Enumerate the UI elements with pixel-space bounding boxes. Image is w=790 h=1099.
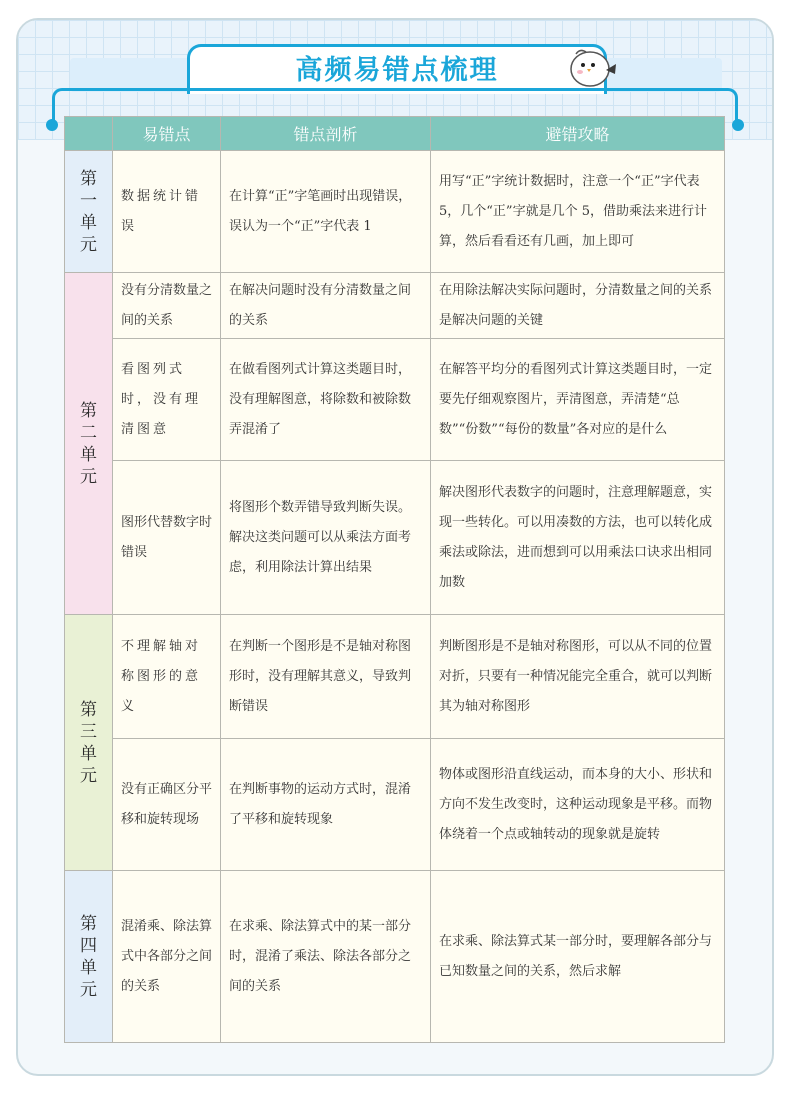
strategy-cell: 解决图形代表数字的问题时，注意理解题意，实现一些转化。可以用凑数的方法，也可以转化成乘法或除法，进而想到可以用乘法口诀求出相同加数 bbox=[431, 461, 725, 615]
table-row bbox=[65, 339, 725, 461]
error-cell: 不理解轴对称图形的意义 bbox=[113, 615, 221, 739]
bracket-dot-right bbox=[732, 119, 744, 131]
title-box bbox=[187, 44, 607, 94]
error-cell: 数据统计错误 bbox=[113, 151, 221, 273]
table-row bbox=[65, 871, 725, 1043]
analysis-cell: 在判断一个图形是不是轴对称图形时，没有理解其意义，导致判断错误 bbox=[221, 615, 431, 739]
table-row bbox=[65, 151, 725, 273]
bird-icon bbox=[566, 42, 618, 90]
header-corner bbox=[65, 117, 113, 151]
analysis-cell: 在判断事物的运动方式时，混淆了平移和旋转现象 bbox=[221, 739, 431, 871]
analysis-cell: 在求乘、除法算式中的某一部分时，混淆了乘法、除法各部分之间的关系 bbox=[221, 871, 431, 1043]
error-cell: 图形代替数字时错误 bbox=[113, 461, 221, 615]
error-cell: 没有分清数量之间的关系 bbox=[113, 273, 221, 339]
strategy-cell: 在用除法解决实际问题时，分清数量之间的关系是解决问题的关键 bbox=[431, 273, 725, 339]
bracket-dot-left bbox=[46, 119, 58, 131]
error-cell: 混淆乘、除法算式中各部分之间的关系 bbox=[113, 871, 221, 1043]
strategy-cell: 判断图形是不是轴对称图形，可以从不同的位置对折，只要有一种情况能完全重合，就可以判断其为轴对称图形 bbox=[431, 615, 725, 739]
error-cell: 看图列式时，没有理清图意 bbox=[113, 339, 221, 461]
table-header-row bbox=[65, 117, 725, 151]
column-header-strategy: 避错攻略 bbox=[431, 117, 725, 151]
strategy-cell: 物体或图形沿直线运动，而本身的大小、形状和方向不发生改变时，这种运动现象是平移。而物体绕着一个点或轴转动的现象就是旋转 bbox=[431, 739, 725, 871]
column-header-error: 易错点 bbox=[113, 117, 221, 151]
page-title: 高频易错点梳理 bbox=[295, 55, 499, 86]
table-row bbox=[65, 273, 725, 339]
error-cell: 没有正确区分平移和旋转现场 bbox=[113, 739, 221, 871]
table-row bbox=[65, 461, 725, 615]
unit-label-4: 第 四 单 元 bbox=[65, 871, 113, 1043]
strategy-cell: 在解答平均分的看图列式计算这类题目时，一定要先仔细观察图片，弄清图意，弄清楚“总数”“份数”“每份的数量”各对应的是什么 bbox=[431, 339, 725, 461]
analysis-cell: 将图形个数弄错导致判断失误。解决这类问题可以从乘法方面考虑，利用除法计算出结果 bbox=[221, 461, 431, 615]
strategy-cell: 在求乘、除法算式某一部分时，要理解各部分与已知数量之间的关系，然后求解 bbox=[431, 871, 725, 1043]
analysis-cell: 在做看图列式计算这类题目时，没有理解图意，将除数和被除数弄混淆了 bbox=[221, 339, 431, 461]
column-header-analysis: 错点剖析 bbox=[221, 117, 431, 151]
unit-label-1: 第 一 单 元 bbox=[65, 151, 113, 273]
table-row bbox=[65, 615, 725, 739]
error-points-table bbox=[64, 116, 725, 1043]
table-row bbox=[65, 739, 725, 871]
unit-label-3: 第 三 单 元 bbox=[65, 615, 113, 871]
analysis-cell: 在计算“正”字笔画时出现错误，误认为一个“正”字代表 1 bbox=[221, 151, 431, 273]
unit-label-2: 第 二 单 元 bbox=[65, 273, 113, 615]
strategy-cell: 用写“正”字统计数据时，注意一个“正”字代表 5，几个“正”字就是几个 5，借助乘法来进行计算，然后看看还有几画，加上即可 bbox=[431, 151, 725, 273]
analysis-cell: 在解决问题时没有分清数量之间的关系 bbox=[221, 273, 431, 339]
